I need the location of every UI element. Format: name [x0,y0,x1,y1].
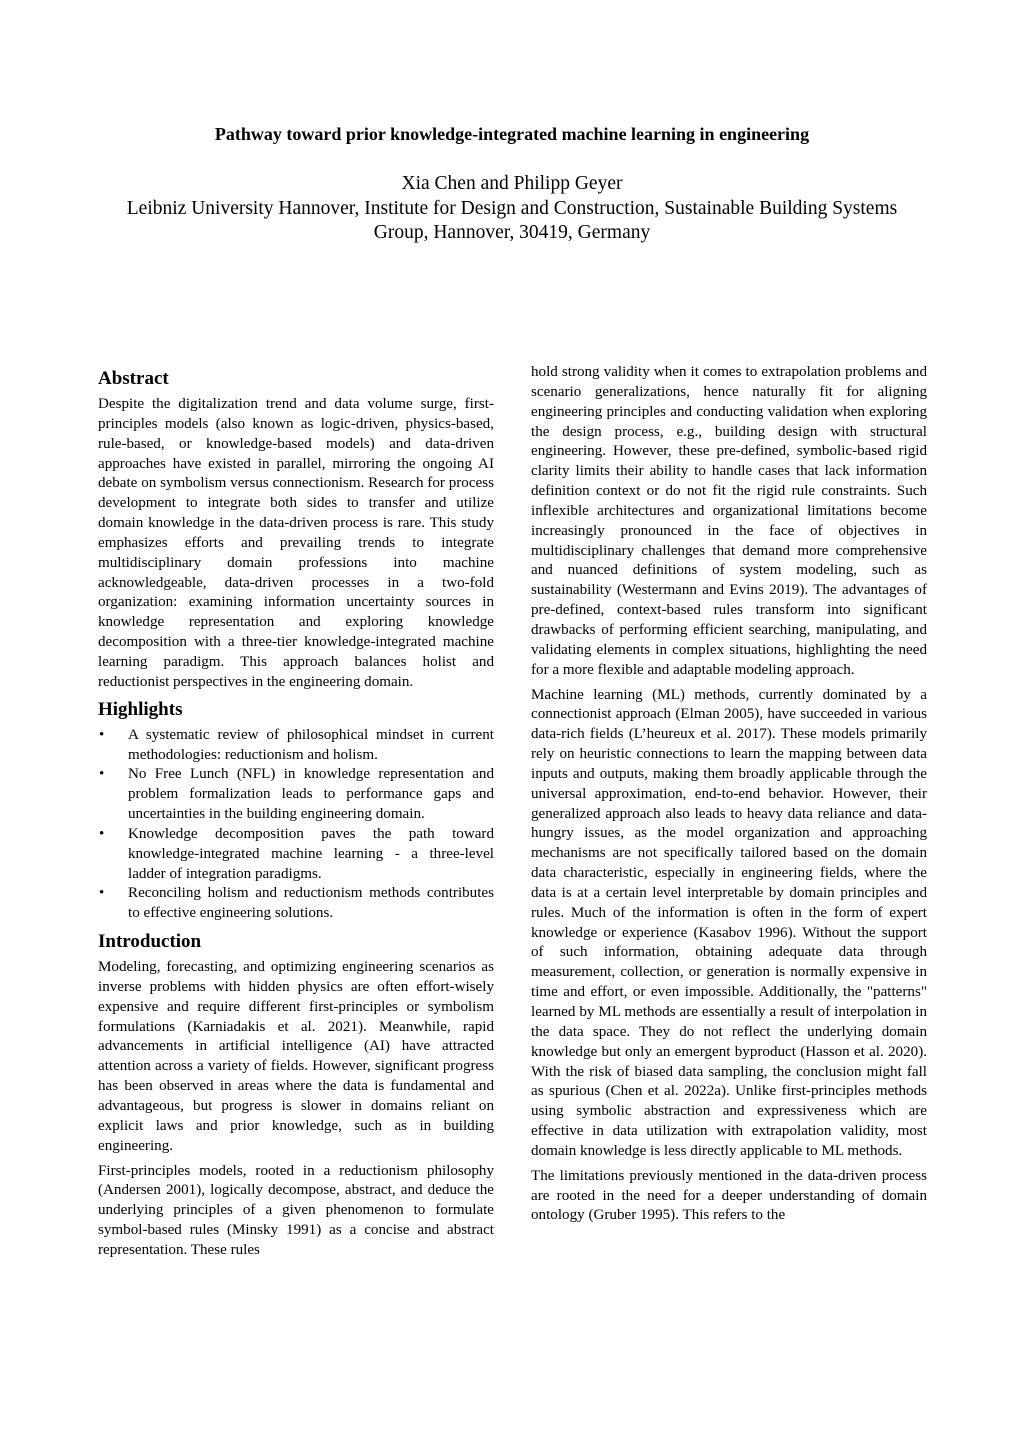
highlights-heading: Highlights [98,698,183,720]
introduction-paragraph-3: Machine learning (ML) methods, currently dominated by a connectionist approach (Elman 2005), have succeeded in various data-rich fields (L’heureux et al. 2017). These models primarily rely on heuristic connections to learn the mapping between data inputs and outputs, making them broadly applicable through the universal approximation, end-to-end behavior. However, their generalized approach also leads to heavy data reliance and data-hungry issues, as the model organization and approaching mechanisms are not specifically tailored based on the domain data characteristic, especially in engineering fields, where the data is at a certain level interpretable by domain principles and rules. Much of the information is often in the form of expert knowledge or experience (Kasabov 1996). Without the support of such information, obtaining adequate data through measurement, collection, or generation is normally expensive in time and effort, or even impossible. Additionally, the "patterns" learned by ML methods are essentially a result of interpolation in the data space. They do not reflect the underlying domain knowledge but only an emergent byproduct (Hasson et al. 2020). With the risk of biased data sampling, the conclusion might fall as spurious (Chen et al. 2022a). Unlike first-principles methods using symbolic abstraction and expressiveness which are effective in data utilization with extrapolation validity, most domain knowledge is less directly applicable to ML methods. [531,686,927,1159]
affiliation-line-1: Leibniz University Hannover, Institute for Design and Construction, Sustainable Building Systems [126,197,898,219]
abstract-heading: Abstract [98,368,169,389]
introduction-heading: Introduction [98,931,202,953]
highlight-item: • No Free Lunch (NFL) in knowledge representation and problem formalization leads to performance gaps and uncertainties in the building engineering domain. [98,765,494,825]
right-column [531,363,927,1231]
introduction-paragraph-4: The limitations previously mentioned in the data-driven process are rooted in the need for a deeper understanding of domain ontology (Gruber 1995). This refers to the [531,1167,927,1224]
highlight-item: • Reconciling holism and reductionism methods contributes to effective engineering solutions. [98,884,494,924]
abstract-text: Despite the digitalization trend and data volume surge, first-principles models (also known as logic-driven, physics-based, rule-based, or knowledge-based models) and data-driven approaches have existed in parallel, mirroring the ongoing AI debate on symbolism versus connectionism. Research for process development to integrate both sides to transfer and utilize domain knowledge in the data-driven process is rare. This study emphasizes efforts and prevailing trends to integrate multidisciplinary domain professions into machine acknowledgeable, data-driven processes in a two-fold organization: examining information uncertainty sources in knowledge representation and exploring knowledge decomposition with a three-tier knowledge-integrated machine learning paradigm. This approach balances holist and reductionist perspectives in the engineering domain. [98,396,494,690]
highlights-list [98,726,494,924]
authors: Xia Chen and Philipp Geyer [401,173,623,194]
highlight-item: • A systematic review of philosophical mindset in current methodologies: reductionism and holism. [98,726,494,766]
introduction-paragraph-2: First-principles models, rooted in a reductionism philosophy (Andersen 2001), logically decompose, abstract, and deduce the underlying principles of a given phenomenon to formulate symbol-based rules (Minsky 1991) as a concise and abstract representation. These rules [98,1162,494,1258]
author-block [60,172,964,246]
affiliation-line-2: Group, Hannover, 30419, Germany [373,222,651,243]
introduction-paragraph-2-continued: hold strong validity when it comes to extrapolation problems and scenario generalizations, hence naturally fit for aligning engineering principles and conducting validation when exploring the design process, e.g., building design with structural engineering. However, these pre-defined, symbolic-based rigid clarity limits their ability to handle cases that lack information definition context or do not fit the rigid rule constraints. Such inflexible architectures and organizational limitations become increasingly pronounced in the face of objectives in multidisciplinary challenges that demand more comprehensive and nuanced definitions of system modeling, such as sustainability (Westermann and Evins 2019). The advantages of pre-defined, context-based rules transform into significant drawbacks of performing efficient searching, manipulating, and validating elements in complex situations, highlighting the need for a more flexible and adaptable modeling approach. [531,364,927,678]
introduction-paragraph-1: Modeling, forecasting, and optimizing engineering scenarios as inverse problems with hidden physics are often effort-wisely expensive and require different first-principles or symbolism formulations (Karniadakis et al. 2021). Meanwhile, rapid advancements in artificial intelligence (AI) have attracted attention across a variety of fields. However, significant progress has been observed in areas where the data is fundamental and advantageous, but progress is slower in domains reliant on explicit laws and prior knowledge, such as in building engineering. [98,959,494,1154]
paper-title: Pathway toward prior knowledge-integrated machine learning in engineering [214,124,810,144]
highlight-item: • Knowledge decomposition paves the path toward knowledge-integrated machine learning - a three-level ladder of integration paradigms. [98,825,494,885]
left-column [98,367,494,1266]
